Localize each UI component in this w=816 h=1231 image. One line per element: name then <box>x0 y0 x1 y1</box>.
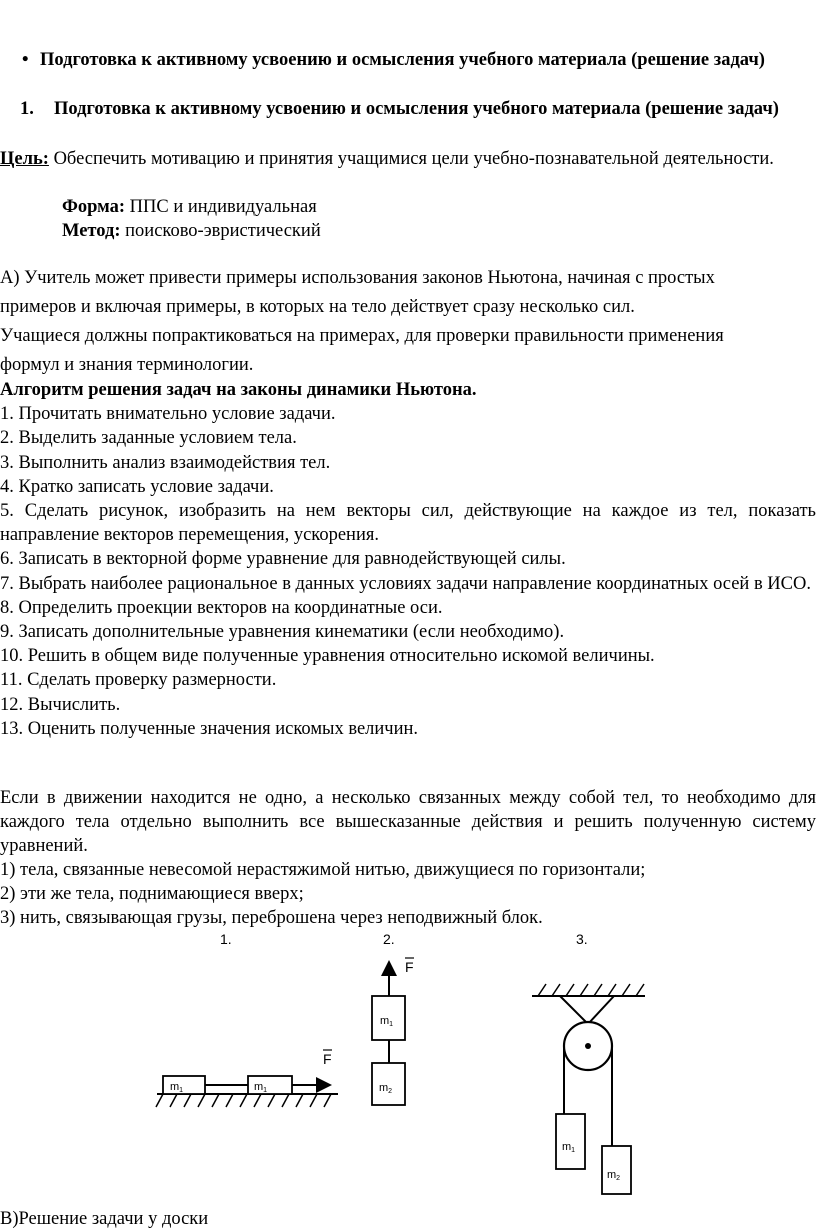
algorithm-step: 12. Вычислить. <box>0 694 121 715</box>
figure-3-hatching <box>538 984 644 996</box>
goal-line <box>0 146 816 172</box>
algorithm-step: 8. Определить проекции векторов на координатные оси. <box>0 597 443 618</box>
goal-text: Обеспечить мотивацию и принятия учащимися цели учебно-познавательной деятельности. <box>48 149 774 169</box>
form-line <box>62 195 762 219</box>
figure-2-mass-top-label: m1 <box>380 1015 394 1028</box>
algorithm-step: 10. Решить в общем виде полученные уравнения относительно искомой величины. <box>0 646 655 667</box>
figure-2-mass-bottom-label: m2 <box>379 1082 393 1095</box>
algorithm-step: 4. Кратко записать условие задачи. <box>0 476 274 497</box>
algorithm-section <box>0 378 816 741</box>
algorithm-step: 1. Прочитать внимательно условие задачи. <box>0 404 336 425</box>
paragraph-b-case: 2) эти же тела, поднимающиеся вверх; <box>0 884 304 904</box>
bottom-text: В)Решение задачи у доски <box>0 1209 209 1229</box>
paragraph-a-line: А) Учитель может привести примеры использования законов Ньютона, начиная с простых <box>0 268 715 288</box>
algorithm-step: 13. Оценить полученные значения искомых величин. <box>0 718 419 739</box>
method-value: поисково-эвристический <box>120 221 321 241</box>
bullet-heading-text: Подготовка к активному усвоению и осмысления учебного материала (решение задач) <box>40 50 765 70</box>
algorithm-step: 11. Сделать проверку размерности. <box>0 670 277 691</box>
figure-1-mass-left-label: m1 <box>170 1081 184 1094</box>
figure-2-force-label: F <box>405 959 414 975</box>
paragraph-a <box>0 264 816 380</box>
numbered-heading <box>20 97 780 121</box>
paragraph-b <box>0 786 816 930</box>
figure-3-mass-left-label: m1 <box>562 1141 576 1154</box>
algorithm-step: 9. Записать дополнительные уравнения кинематики (если необходимо). <box>0 622 565 643</box>
figure-3 <box>532 931 645 1194</box>
figure-3-pulley-axle <box>585 1043 591 1049</box>
figure-3-mount-right <box>588 996 614 1024</box>
figure-2-number: 2. <box>383 931 395 947</box>
method-line <box>62 219 762 243</box>
figure-1-mass-right-label: m1 <box>254 1081 268 1094</box>
paragraph-a-line: примеров и включая примеры, в которых на тело действует сразу несколько сил. <box>0 297 635 317</box>
figure-1-force-label: F <box>323 1051 332 1067</box>
figure-1-hatching <box>156 1094 331 1107</box>
figure-1-number: 1. <box>220 931 232 947</box>
numbered-heading-text: Подготовка к активному усвоению и осмысления учебного материала (решение задач) <box>54 99 779 119</box>
bullet-heading <box>22 48 812 72</box>
algorithm-step: 3. Выполнить анализ взаимодействия тел. <box>0 452 331 473</box>
method-label: Метод: <box>62 221 121 241</box>
paragraph-b-intro: Если в движении находится не одно, а несколько связанных между собой тел, то необходимо для каждого тела отдельно выполнить все вышесказанные действия и решить полученную систему уравнений. <box>0 788 816 856</box>
paragraph-a-line: формул и знания терминологии. <box>0 355 254 375</box>
form-label: Форма: <box>62 197 126 217</box>
figure-2 <box>372 931 414 1105</box>
algorithm-step: 7. Выбрать наиболее рациональное в данных условиях задачи направление координатных осей в ИСО. <box>0 573 811 594</box>
figure-3-mass-right-label: m2 <box>607 1169 621 1182</box>
algorithm-step: 2. Выделить заданные условием тела. <box>0 428 297 449</box>
numbered-heading-number: 1. <box>20 99 34 119</box>
algorithm-title: Алгоритм решения задач на законы динамики Ньютона. <box>0 380 477 400</box>
algorithm-step: 6. Записать в векторной форме уравнение для равнодействующей силы. <box>0 549 566 570</box>
goal-label: Цель: <box>0 149 49 169</box>
bullet-icon: • <box>22 50 29 70</box>
figure-3-number: 3. <box>576 931 588 947</box>
form-value: ППС и индивидуальная <box>125 197 317 217</box>
mechanics-figure <box>0 928 816 1203</box>
paragraph-a-line: Учащиеся должны попрактиковаться на примерах, для проверки правильности применения <box>0 326 724 346</box>
figure-1 <box>156 931 338 1107</box>
paragraph-b-case: 3) нить, связывающая грузы, переброшена через неподвижный блок. <box>0 908 543 928</box>
paragraph-b-case: 1) тела, связанные невесомой нерастяжимой нитью, движущиеся по горизонтали; <box>0 860 646 880</box>
algorithm-step: 5. Сделать рисунок, изобразить на нем векторы сил, действующие на каждое из тел, показать направление векторов перемещения, ускорения. <box>0 501 816 546</box>
figure-2-mass-bottom <box>372 1063 405 1105</box>
figure-3-mount-left <box>560 996 588 1024</box>
